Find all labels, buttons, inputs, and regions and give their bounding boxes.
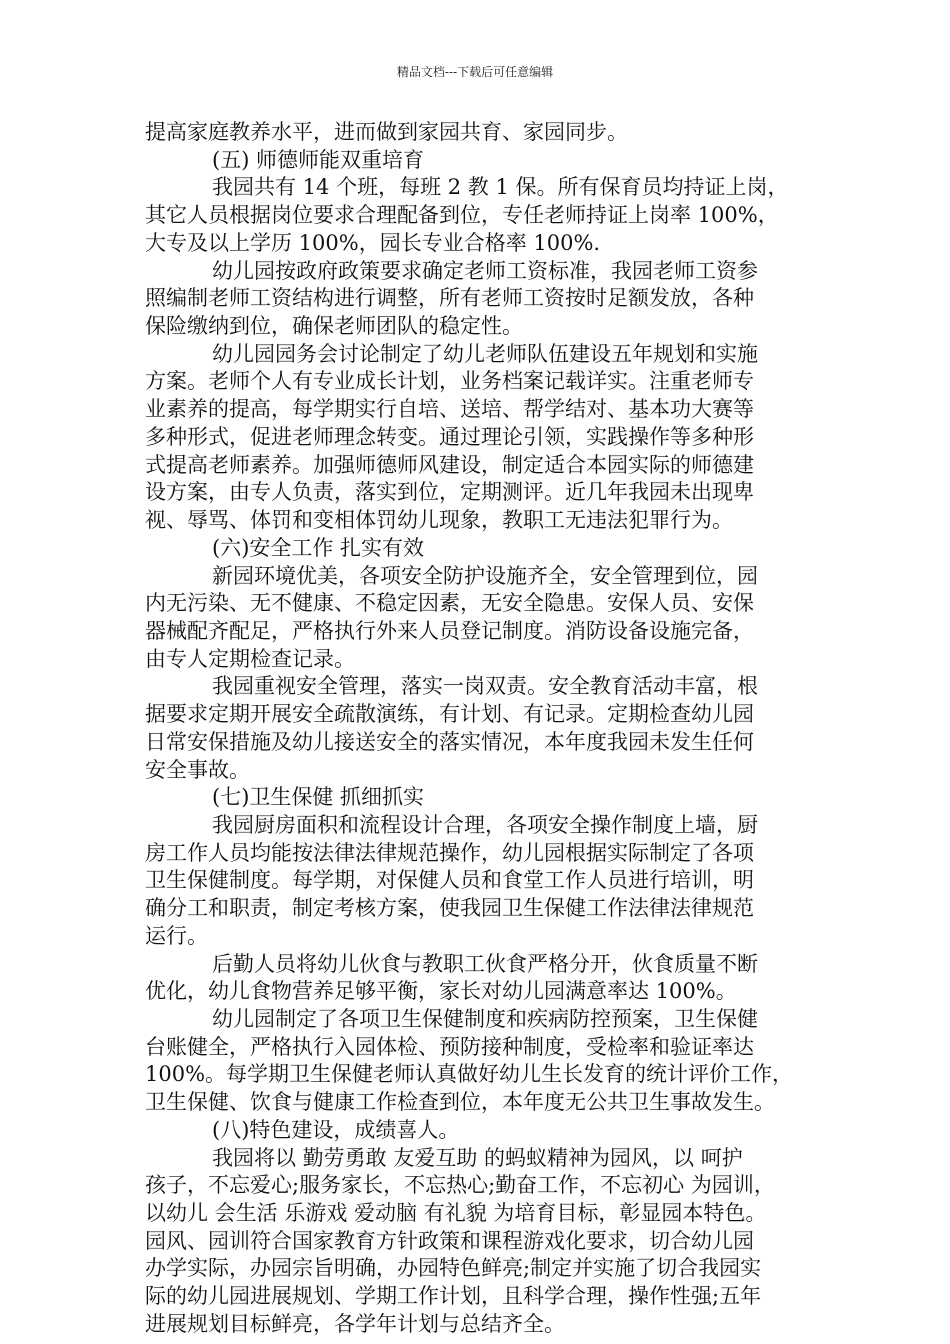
text-line: 孩子，不忘爱心;服务家长，不忘热心;勤奋工作，不忘初心 为园训， bbox=[145, 1173, 775, 1198]
text-line: 际的幼儿园进展规划、学期工作计划，且科学合理，操作性强;五年 bbox=[145, 1284, 762, 1309]
text-line: 安全事故。 bbox=[145, 757, 250, 782]
text-line: 优化，幼儿食物营养足够平衡，家长对幼儿园满意率达 100%。 bbox=[145, 979, 737, 1004]
text-line: 确分工和职责，制定考核方案，使我园卫生保健工作法律法律规范 bbox=[145, 896, 754, 921]
text-line: 运行。 bbox=[145, 923, 208, 948]
text-line: 幼儿园制定了各项卫生保健制度和疾病防控预案，卫生保健 bbox=[212, 1007, 758, 1031]
text-line: 保险缴纳到位，确保老师团队的稳定性。 bbox=[145, 314, 523, 339]
text-line: 我园将以 勤劳勇敢 友爱互助 的蚂蚁精神为园风，以 呵护 bbox=[212, 1145, 743, 1170]
text-line: 我园共有 14 个班，每班 2 教 1 保。所有保育员均持证上岗， bbox=[212, 175, 789, 200]
text-line: 提高家庭教养水平，进而做到家园共育、家园同步。 bbox=[145, 120, 628, 144]
text-line: 大专及以上学历 100%，园长专业合格率 100%. bbox=[145, 230, 601, 255]
text-line: 进展规划目标鲜亮，各学年计划与总结齐全。 bbox=[145, 1311, 565, 1336]
text-line: (六)安全工作 扎实有效 bbox=[212, 535, 425, 560]
document-body bbox=[145, 119, 815, 1339]
text-line: 视、辱骂、体罚和变相体罚幼儿现象，教职工无违法犯罪行为。 bbox=[145, 508, 733, 533]
text-line: 式提高老师素养。加强师德师风建设，制定适合本园实际的师德建 bbox=[145, 452, 754, 477]
text-line: 器械配齐配足，严格执行外来人员登记制度。消防设备设施完备， bbox=[145, 618, 754, 643]
text-line: 其它人员根据岗位要求合理配备到位，专任老师持证上岗率 100%， bbox=[145, 203, 779, 228]
text-line: 日常安保措施及幼儿接送安全的落实情况，本年度我园未发生任何 bbox=[145, 729, 754, 754]
text-line: 以幼儿 会生活 乐游戏 爱动脑 有礼貌 为培育目标，彰显园本特色。 bbox=[145, 1201, 767, 1226]
text-line: 新园环境优美，各项安全防护设施齐全，安全管理到位，园 bbox=[212, 563, 758, 588]
text-line: 内无污染、无不健康、不稳定因素，无安全隐患。安保人员、安保 bbox=[145, 591, 754, 616]
text-line: 照编制老师工资结构进行调整，所有老师工资按时足额发放，各种 bbox=[145, 286, 754, 311]
text-line: 幼儿园园务会讨论制定了幼儿老师队伍建设五年规划和实施 bbox=[212, 341, 758, 366]
text-line: 由专人定期检查记录。 bbox=[145, 646, 355, 671]
text-line: (五) 师德师能双重培育 bbox=[212, 147, 425, 172]
text-line: 卫生保健制度。每学期，对保健人员和食堂工作人员进行培训，明 bbox=[145, 868, 754, 893]
text-line: 房工作人员均能按法律法律规范操作，幼儿园根据实际制定了各项 bbox=[145, 840, 754, 865]
text-line: (八)特色建设，成绩喜人。 bbox=[212, 1117, 460, 1142]
text-line: 多种形式，促进老师理念转变。通过理论引领，实践操作等多种形 bbox=[145, 424, 754, 449]
text-line: 台账健全，严格执行入园体检、预防接种制度，受检率和验证率达 bbox=[145, 1034, 754, 1059]
text-line: 业素养的提高，每学期实行自培、送培、帮学结对、基本功大赛等 bbox=[145, 397, 754, 422]
text-line: 后勤人员将幼儿伙食与教职工伙食严格分开，伙食质量不断 bbox=[212, 951, 758, 976]
text-line: 卫生保健、饮食与健康工作检查到位，本年度无公共卫生事故发生。 bbox=[145, 1090, 775, 1115]
text-line: 据要求定期开展安全疏散演练，有计划、有记录。定期检查幼儿园 bbox=[145, 702, 754, 727]
text-line: 100%。每学期卫生保健老师认真做好幼儿生长发育的统计评价工作， bbox=[145, 1062, 794, 1087]
text-line: 设方案，由专人负责，落实到位，定期测评。近几年我园未出现卑 bbox=[145, 480, 754, 505]
page-header: 精品文档---下载后可任意编辑 bbox=[396, 65, 554, 79]
text-line: 我园重视安全管理，落实一岗双责。安全教育活动丰富，根 bbox=[212, 674, 758, 699]
text-line: 园风、园训符合国家教育方针政策和课程游戏化要求，切合幼儿园 bbox=[145, 1228, 754, 1253]
text-line: 方案。老师个人有专业成长计划，业务档案记载详实。注重老师专 bbox=[145, 369, 754, 394]
text-line: 我园厨房面积和流程设计合理，各项安全操作制度上墙，厨 bbox=[212, 812, 758, 837]
text-line: (七)卫生保健 抓细抓实 bbox=[212, 785, 425, 810]
text-line: 办学实际，办园宗旨明确，办园特色鲜亮;制定并实施了切合我园实 bbox=[145, 1256, 762, 1281]
text-line: 幼儿园按政府政策要求确定老师工资标准，我园老师工资参 bbox=[212, 258, 758, 283]
